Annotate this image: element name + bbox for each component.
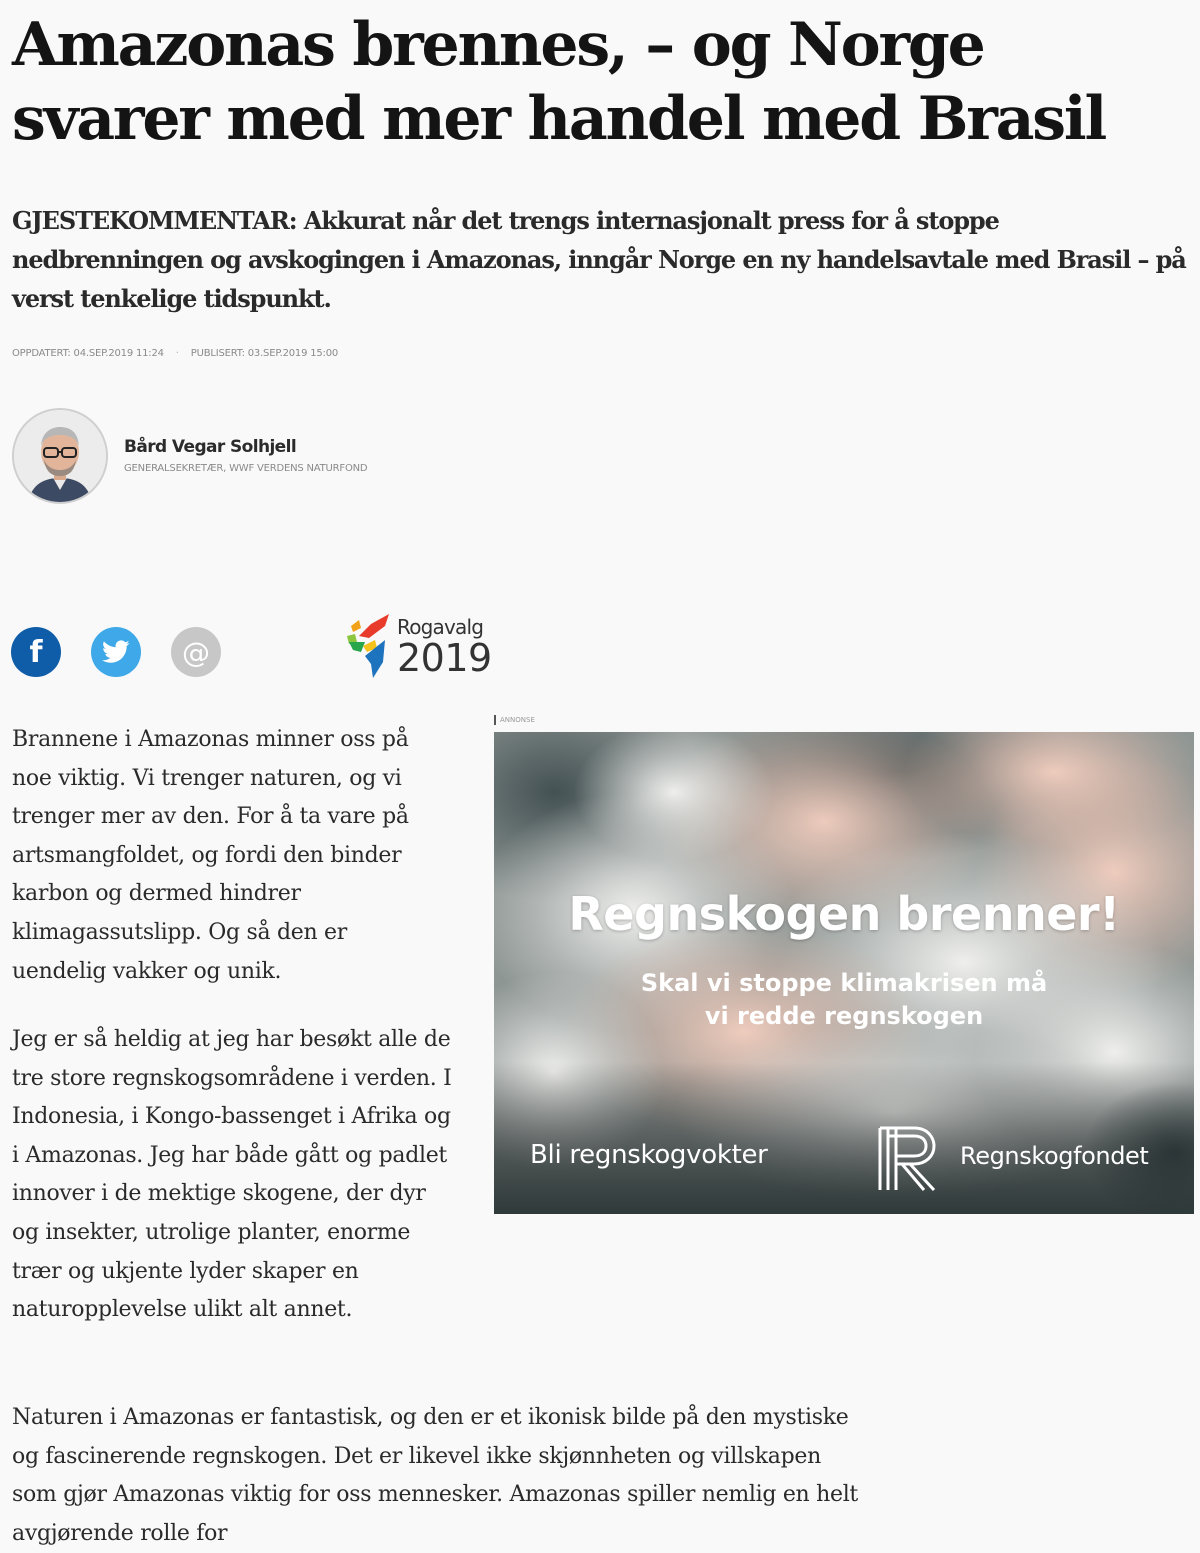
author-info bbox=[124, 437, 374, 476]
info-icon bbox=[494, 715, 496, 725]
article-lead: GJESTEKOMMENTAR: Akkurat når det trengs internasjonalt press for å stoppe nedbrenningen og avskogingen i Amazonas, inngår Norge en ny handelsavtale med Brasil – på verst tenkelige tidspunkt. bbox=[12, 206, 1186, 313]
rogavalg-logo[interactable] bbox=[345, 612, 492, 682]
article-paragraph-text: Jeg er så heldig at jeg har besøkt alle de tre store regnskogsområdene i verden. I Indonesia, i Kongo-bassenget i Afrika og i Amazonas. Jeg har både gått og padlet innover i de mektige skogene, der dyr og insekter, utrolige planter, enorme trær og ukjente lyder skaper en naturopplevelse ulikt alt annet. bbox=[12, 1027, 452, 1323]
article-paragraph: Naturen i Amazonas er fantastisk, og den er et ikonisk bilde på den mystiske og fascinerende regnskogen. Det er likevel ikke skjønnheten og villskapen som gjør Amazonas viktig for oss mennesker. Amazonas spiller nemlig en helt avgjørende rolle for bbox=[12, 1405, 858, 1546]
rogavalg-emblem-icon bbox=[345, 612, 393, 682]
ad-label bbox=[494, 715, 535, 725]
ad-headline: Regnskogen brenner! bbox=[568, 887, 1120, 941]
ad-cta-link[interactable]: Bli regnskogvokter bbox=[530, 1140, 768, 1170]
rogavalg-year: 2019 bbox=[397, 636, 492, 680]
facebook-icon: f bbox=[29, 634, 43, 670]
article-paragraph bbox=[12, 1021, 742, 1330]
ad-brand-name: Regnskogfondet bbox=[960, 1142, 1149, 1170]
regnskogfondet-r-logo-icon bbox=[876, 1124, 942, 1194]
author-byline[interactable] bbox=[12, 408, 374, 504]
author-portrait-icon bbox=[14, 410, 106, 502]
rogavalg-text bbox=[397, 616, 492, 678]
updated-timestamp: OPPDATERT: 04.SEP.2019 11:24 bbox=[12, 348, 164, 359]
share-facebook-button[interactable] bbox=[11, 627, 61, 677]
ad-label-text: ANNONSE bbox=[500, 716, 535, 724]
share-email-button[interactable] bbox=[171, 627, 221, 677]
meta-separator: · bbox=[175, 348, 179, 359]
ad-subline-2: vi redde regnskogen bbox=[704, 1002, 984, 1030]
article-meta bbox=[12, 348, 338, 359]
author-title: GENERALSEKRETÆR, WWF VERDENS NATURFOND bbox=[124, 462, 368, 474]
rogavalg-word: Rogavalg bbox=[397, 615, 484, 639]
share-twitter-button[interactable] bbox=[91, 627, 141, 677]
email-icon: @ bbox=[182, 635, 210, 669]
author-avatar[interactable] bbox=[12, 408, 108, 504]
article-paragraph: Brannene i Amazonas minner oss på noe viktig. Vi trenger naturen, og vi trenger mer av den. For å ta vare på artsmangfoldet, og fordi den binder karbon og dermed hindrer klimagassutslipp. Og så den er uendelig vakker og unik. bbox=[12, 727, 409, 984]
article-headline: Amazonas brennes, – og Norge svarer med mer handel med Brasil bbox=[12, 10, 1106, 154]
twitter-bird-icon bbox=[102, 640, 130, 664]
ad-subline-1: Skal vi stoppe klimakrisen må bbox=[640, 969, 1048, 997]
ad-float-spacer bbox=[457, 1021, 742, 1261]
author-name[interactable]: Bård Vegar Solhjell bbox=[124, 436, 297, 457]
published-timestamp: PUBLISERT: 03.SEP.2019 15:00 bbox=[190, 348, 339, 359]
